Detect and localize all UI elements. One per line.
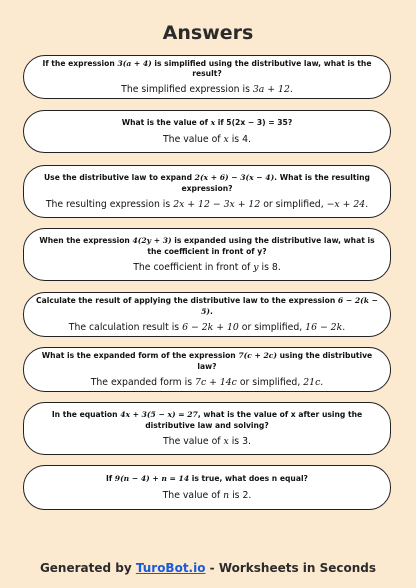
question-text: When the expression 4(2y + 3) is expanded using the distributive law, what is the coefficient in front of y? (39, 236, 375, 256)
question-text: In the equation 4x + 3(5 − x) = 27, what is the value of x after using the distributive law and solving? (51, 410, 363, 430)
question-card-4 (23, 228, 391, 281)
question-card-3 (23, 165, 391, 218)
question-text: If 9(n − 4) + n = 14 is true, what does n equal? (106, 474, 308, 484)
footer-prefix: Generated by (39, 561, 136, 575)
turobot-link[interactable]: TuroBot.io (135, 561, 206, 575)
footer (0, 561, 416, 575)
footer-suffix: - Worksheets in Seconds (205, 561, 377, 575)
question-text: Use the distributive law to expand 2(x + 6) − 3(x − 4). What is the resulting expression? (44, 173, 370, 193)
question-card-2 (23, 110, 391, 153)
question-card-1 (23, 55, 391, 99)
answer-text: The calculation result is 6 − 2k + 10 or simplified, 16 − 2k. (68, 321, 346, 333)
question-card-5 (23, 292, 391, 337)
question-text: Calculate the result of applying the distributive law to the expression 6 − 2(k − 5). (36, 296, 378, 316)
answer-text: The simplified expression is 3a + 12. (121, 84, 293, 96)
answer-text: The resulting expression is 2x + 12 − 3x + 12 or simplified, −x + 24. (45, 198, 369, 210)
page-title: Answers (162, 22, 254, 44)
answer-text: The value of x is 4. (163, 133, 251, 145)
answer-text: The expanded form is 7c + 14c or simplified, 21c. (90, 376, 324, 388)
question-card-6 (23, 347, 391, 392)
question-text: What is the expanded form of the expression 7(c + 2c) using the distributive law? (41, 351, 373, 371)
question-text: What is the value of x if 5(2x − 3) = 35? (121, 118, 293, 128)
question-card-7 (23, 402, 391, 455)
question-card-8 (23, 465, 391, 510)
answer-text: The value of x is 3. (163, 435, 251, 447)
answer-text: The coefficient in front of y is 8. (133, 261, 281, 273)
answer-text: The value of n is 2. (162, 489, 252, 501)
question-text: If the expression 3(a + 4) is simplified using the distributive law, what is the result? (42, 58, 372, 78)
